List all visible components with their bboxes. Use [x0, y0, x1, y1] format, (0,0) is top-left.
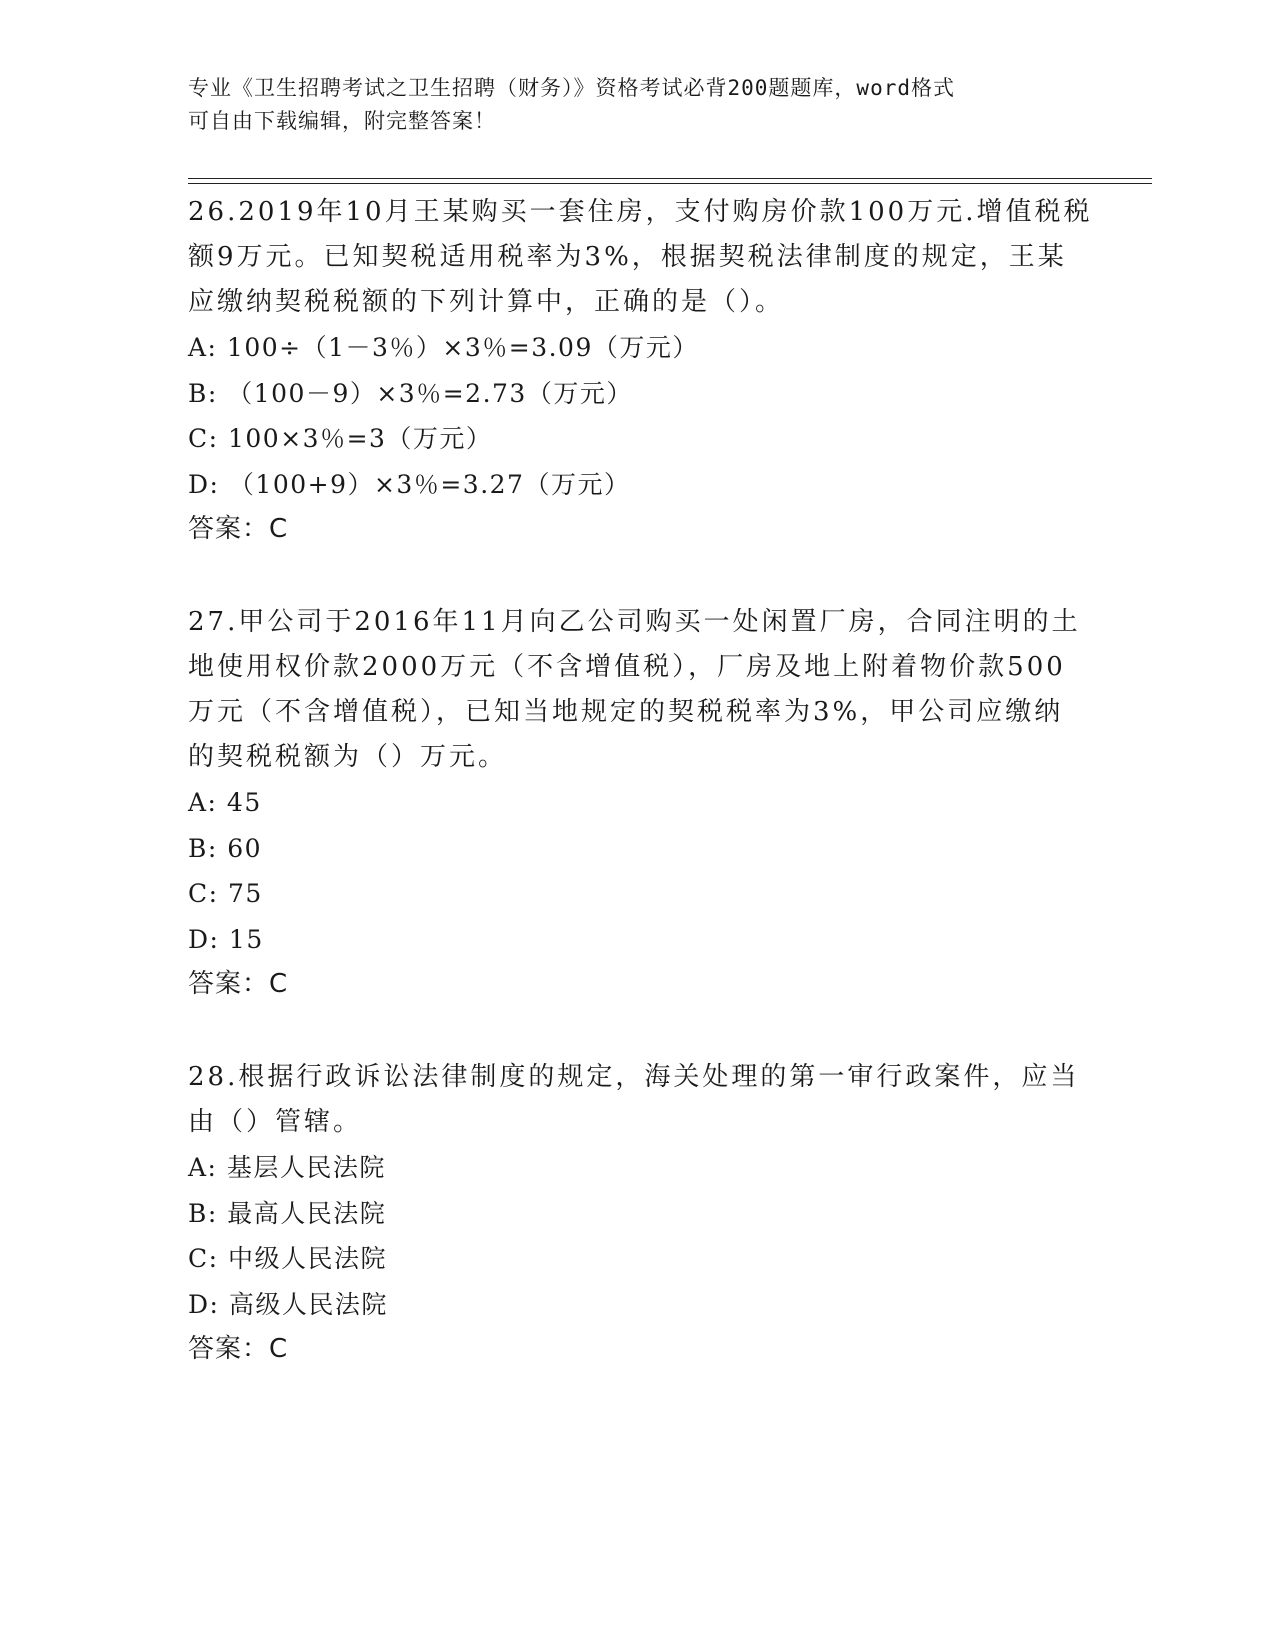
question-28: [188, 1055, 1088, 1372]
option-c: C: 75: [188, 879, 263, 908]
option-b: B: （100－9）×3％=2.73（万元）: [188, 378, 633, 408]
question-text: [188, 600, 1088, 780]
question-line: 28.根据行政诉讼法律制度的规定，海关处理的第一审行政案件，应当: [188, 1062, 1080, 1092]
option-d: D: （100+9）×3％=3.27（万元）: [188, 469, 631, 499]
option-d: D: 高级人民法院: [188, 1289, 388, 1319]
question-26: [188, 190, 1093, 552]
option-b: B: 最高人民法院: [188, 1198, 387, 1228]
question-text: [188, 1055, 1088, 1145]
option-a: A: 45: [188, 788, 262, 817]
question-line: 由（）管辖。: [188, 1107, 363, 1137]
question-line: 的契税税额为（）万元。: [188, 742, 508, 772]
header-line: 可自由下载编辑，附完整答案！: [188, 109, 496, 133]
option-d: D: 15: [188, 924, 264, 954]
question-text: [188, 190, 1093, 325]
answer-label: 答案：C: [188, 514, 289, 544]
document-header: [188, 72, 1088, 138]
header-divider-bottom: [188, 183, 1152, 184]
header-divider-top: [188, 178, 1152, 179]
option-a: A: 基层人民法院: [188, 1153, 386, 1182]
question-line: 应缴纳契税税额的下列计算中，正确的是（）。: [188, 287, 785, 317]
answer-label: 答案：C: [188, 1334, 289, 1364]
option-c: C: 100×3％=3（万元）: [188, 424, 493, 453]
question-27: [188, 600, 1088, 1007]
question-line: 27.甲公司于2016年11月向乙公司购买一处闲置厂房，合同注明的土: [188, 607, 1081, 637]
answer-label: 答案：C: [188, 969, 289, 999]
option-b: B: 60: [188, 833, 263, 863]
question-line: 额9万元。已知契税适用税率为3%，根据契税法律制度的规定，王某: [188, 242, 1067, 272]
header-line: 专业《卫生招聘考试之卫生招聘（财务）》资格考试必背200题题库，word格式: [188, 76, 955, 100]
question-line: 26.2019年10月王某购买一套住房，支付购房价款100万元.增值税税: [188, 197, 1093, 227]
question-line: 地使用权价款2000万元（不含增值税），厂房及地上附着物价款500: [188, 652, 1066, 682]
option-c: C: 中级人民法院: [188, 1244, 387, 1273]
question-line: 万元（不含增值税），已知当地规定的契税税率为3%，甲公司应缴纳: [188, 697, 1064, 727]
option-a: A: 100÷（1－3％）×3％=3.09（万元）: [188, 333, 699, 362]
